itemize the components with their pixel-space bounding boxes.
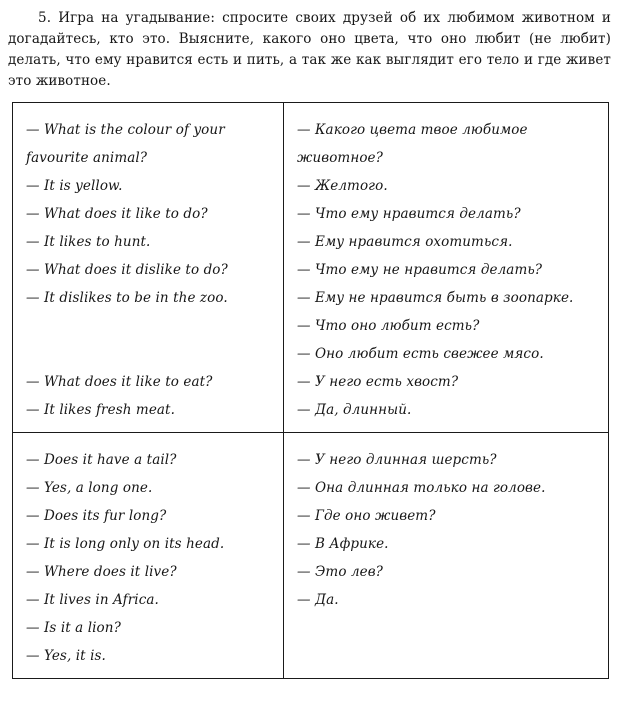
dialogue-line: — У него есть хвост? <box>297 373 459 390</box>
dialogue-line: — It likes to hunt. <box>26 233 151 250</box>
dialogue-line: — В Африке. <box>297 535 389 552</box>
cell-english-row2 <box>13 433 284 678</box>
table-row-2 <box>13 432 608 678</box>
english-lines-part2 <box>26 368 275 424</box>
dialogue-line: — It lives in Africa. <box>26 591 159 608</box>
dialogue-line: — Оно любит есть свежее мясо. <box>297 345 544 362</box>
dialogue-line: — Does it have a tail? <box>26 451 177 468</box>
english-lines-part1 <box>26 116 275 312</box>
dialogue-line: — Что ему нравится делать? <box>297 205 521 222</box>
cell-russian-row1 <box>284 103 608 432</box>
task-instruction: 5. Игра на угадывание: спросите своих друзей об их любимом животном и догадайтесь, кто это. Выясните, какого оно цвета, что оно любит (не любит) делать, что ему нравится есть и пить, а так же как выглядит его тело и где живет это животное. <box>8 10 611 89</box>
russian-lines-row2 <box>297 446 600 614</box>
dialogue-line: — Это лев? <box>297 563 384 580</box>
dialogue-line: — Is it a lion? <box>26 619 121 636</box>
dialogue-line: — Да. <box>297 591 339 608</box>
dialogue-line: — It is long only on its head. <box>26 535 225 552</box>
dialogue-line: — У него длинная шерсть? <box>297 451 497 468</box>
dialogue-line: — What does it dislike to do? <box>26 261 228 278</box>
cell-english-row1 <box>13 103 284 432</box>
dialogue-line: — Yes, a long one. <box>26 479 153 496</box>
dialogue-line: — It is yellow. <box>26 177 123 194</box>
table-row-1 <box>13 103 608 432</box>
english-lines-row2 <box>26 446 275 670</box>
dialogue-line: — Да, длинный. <box>297 401 412 418</box>
blank-gap <box>26 312 275 368</box>
dialogue-line: — What does it like to eat? <box>26 373 213 390</box>
dialogue-line: — Where does it live? <box>26 563 177 580</box>
dialogue-line: — What is the colour of your favourite animal? <box>26 121 225 166</box>
dialogue-line: — It likes fresh meat. <box>26 401 175 418</box>
dialogue-table <box>12 102 609 679</box>
dialogue-line: — Желтого. <box>297 177 388 194</box>
dialogue-line: — Где оно живет? <box>297 507 436 524</box>
dialogue-line: — Какого цвета твое любимое животное? <box>297 121 528 166</box>
dialogue-line: — Что оно любит есть? <box>297 317 480 334</box>
dialogue-line: — Что ему не нравится делать? <box>297 261 543 278</box>
dialogue-line: — What does it like to do? <box>26 205 208 222</box>
dialogue-line: — Она длинная только на голове. <box>297 479 546 496</box>
dialogue-line: — Ему не нравится быть в зоопарке. <box>297 289 574 306</box>
dialogue-line: — Yes, it is. <box>26 647 106 664</box>
dialogue-line: — It dislikes to be in the zoo. <box>26 289 228 306</box>
cell-russian-row2 <box>284 433 608 678</box>
russian-lines-row1 <box>297 116 600 424</box>
dialogue-line: — Ему нравится охотиться. <box>297 233 513 250</box>
dialogue-line: — Does its fur long? <box>26 507 167 524</box>
